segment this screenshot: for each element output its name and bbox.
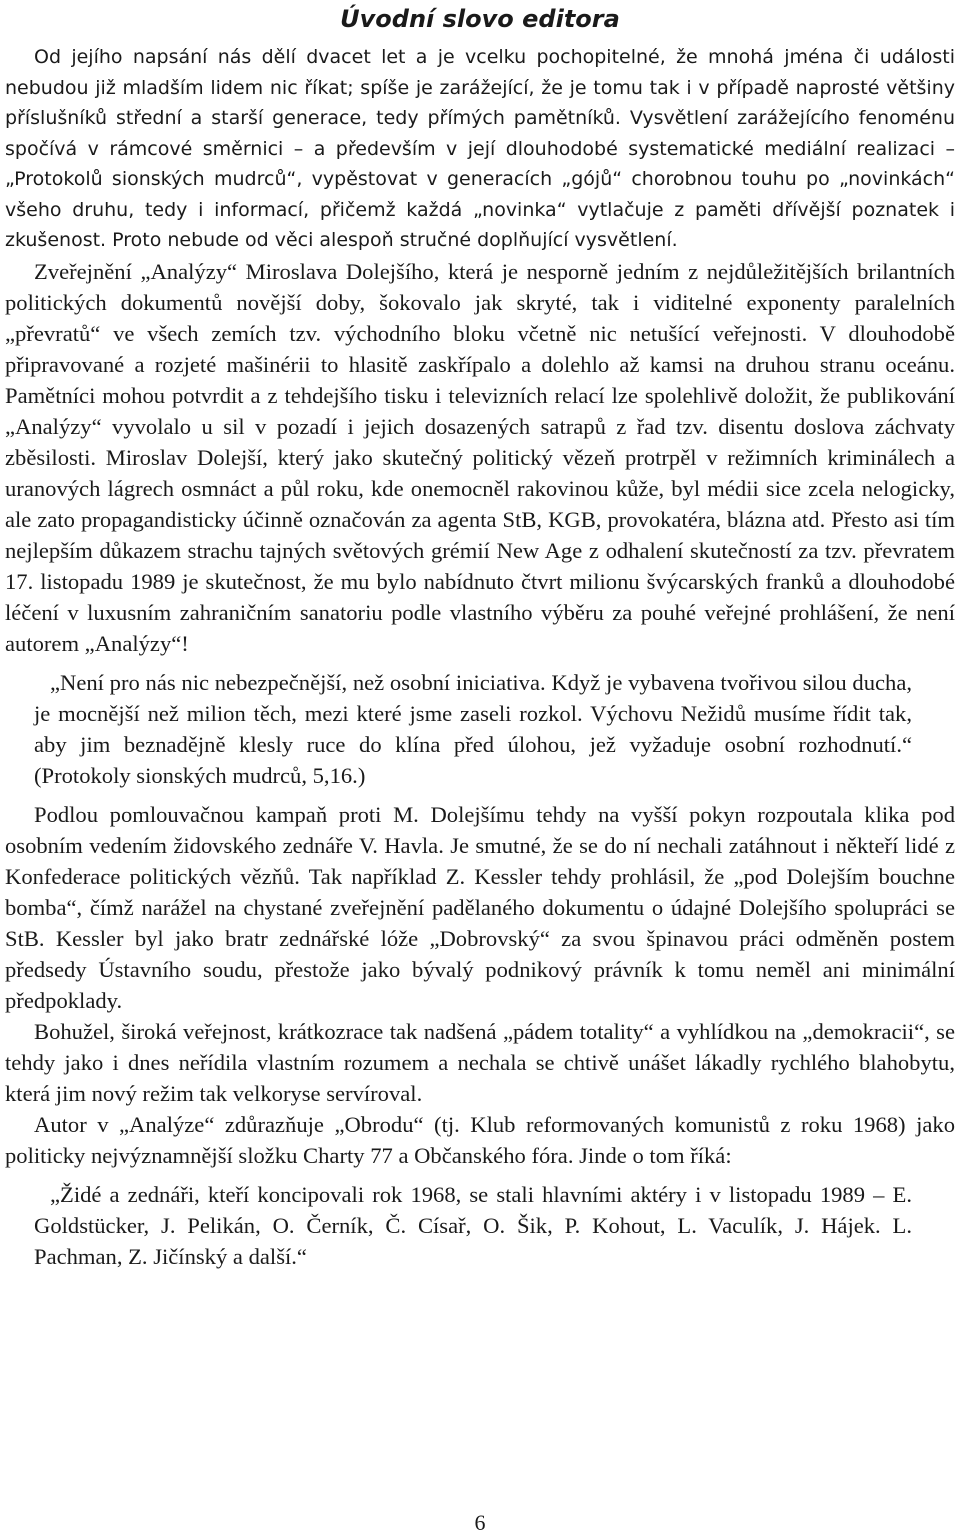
page-number: 6 bbox=[474, 1510, 486, 1535]
spacer bbox=[5, 1171, 955, 1179]
page-title: Úvodní slovo editora bbox=[340, 5, 620, 33]
paragraph-verejnost: Bohužel, široká veřejnost, krátkozrace tak nadšená „pádem totality“ a vyhlídkou na „demokracii“, se tehdy jako i dnes neřídila vlastním rozumem a nechala se chtivě unášet lákadly rychlého blahobytu, která jim nový režim tak velkoryse servíroval. bbox=[5, 1018, 955, 1106]
paragraph-intro: Od jejího napsání nás dělí dvacet let a je vcelku pochopitelné, že mnohá jména či události nebudou již mladším lidem nic říkat; spíše je zarážející, že je tomu tak i v případě naprosté většiny příslušníků střední a starší generace, tedy přímých pamětníků. Vysvětlení zarážejícího fenoménu spočívá v rámcové směrnici – a především v její dlouhodobé systematické mediální realizaci – „Protokolů sionských mudrců“, vypěstovat v generacích „gójů“ chorobnou touhu po „novinkách“ všeho druhu, tedy i informací, přičemž každá „novinka“ vytlačuje z paměti dřívější poznatek i zkušenost. Proto nebude od věci alespoň stručné doplňující vysvětlení. bbox=[5, 46, 955, 251]
block-quote-protokoly: „Není pro nás nic nebezpečnější, než osobní iniciativa. Když je vybavena tvořivou silou ducha, je mocnější než milion těch, mezi které jsme zaseli rozkol. Výchovu Nežidů musíme řídit tak, aby jim beznadějně klesly ruce do klína před úlohou, jež vyžaduje osobní rozhodnutí.“ (Protokoly sionských mudrců, 5,16.) bbox=[34, 669, 912, 788]
spacer bbox=[5, 659, 955, 667]
block-quote-zednari: „Židé a zednáři, kteří koncipovali rok 1968, se stali hlavními aktéry i v listopadu 1989 – E. Goldstücker, J. Pelikán, O. Černík, Č. Císař, O. Šik, P. Kohout, L. Vaculík, J. Hájek. L. Pachman, Z. Jičínský a další.“ bbox=[34, 1181, 912, 1269]
paragraph-kampan: Podlou pomlouvačnou kampaň proti M. Dolejšímu tehdy na vyšší pokyn rozpoutala klika pod osobním vedením židovského zednáře V. Havla. Je smutné, že se do ní nechali zatáhnout i někteří lidé z Konfederace politických vězňů. Tak například Z. Kessler tehdy prohlásil, že „pod Dolejším bouchne bomba“, čímž narážel na chystané zveřejnění padělaného dokumentu o údajné Dolejšího spolupráci se StB. Kessler byl jako bratr zednářské lóže „Dobrovský“ za svou špinavou práci odměněn postem předsedy Ústavního soudu, přestože jako bývalý podnikový právník k tomu neměl ani minimální předpoklady. bbox=[5, 801, 955, 1013]
paragraph-obroda: Autor v „Analýze“ zdůrazňuje „Obrodu“ (tj. Klub reformovaných komunistů z roku 1968) jako politicky nejvýznamnější složku Charty 77 a Občanského fóra. Jinde o tom říká: bbox=[5, 1111, 955, 1168]
spacer bbox=[5, 791, 955, 799]
paragraph-analyza: Zveřejnění „Analýzy“ Miroslava Dolejšího, která je nesporně jedním z nejdůležitějších brilantních politických dokumentů novější doby, šokovalo jak skryté, tak i viditelné exponenty paralelních „převratů“ ve všech zemích tzv. východního bloku včetně nic netušící veřejnosti. V dlouhodobě připravované a rozjeté mašinérii to hlasitě zaskřípalo a dolehlo až kamsi na druhou stranu oceánu. Pamětníci mohou potvrdit a z tehdejšího tisku i televizních relací lze spolehlivě doložit, že publikování „Analýzy“ vyvolalo u sil v pozadí i jejich dosazených satrapů z řad tzv. disentu doslova záchvaty zběsilosti. Miroslav Dolejší, který jako skutečný politický vězeň protrpěl v režimních kriminálech a uranových lágrech osmnáct a půl roku, kde onemocněl rakovinou kůže, byl médii sice zcela nelogicky, ale zato propagandisticky účinně označován za agenta StB, KGB, provokatéra, blázna atd. Přesto asi tím nejlepším důkazem strachu tajných světových grémií New Age z odhalení skutečností za tzv. převratem 17. listopadu 1989 je skutečnost, že mu bylo nabídnuto čtvrt milionu švýcarských franků a dlouhodobé léčení v luxusním zahraničním sanatoriu podle vlastního výběru za pouhé veřejné prohlášení, že není autorem „Analýzy“! bbox=[5, 258, 955, 656]
document-page bbox=[5, 0, 955, 1537]
